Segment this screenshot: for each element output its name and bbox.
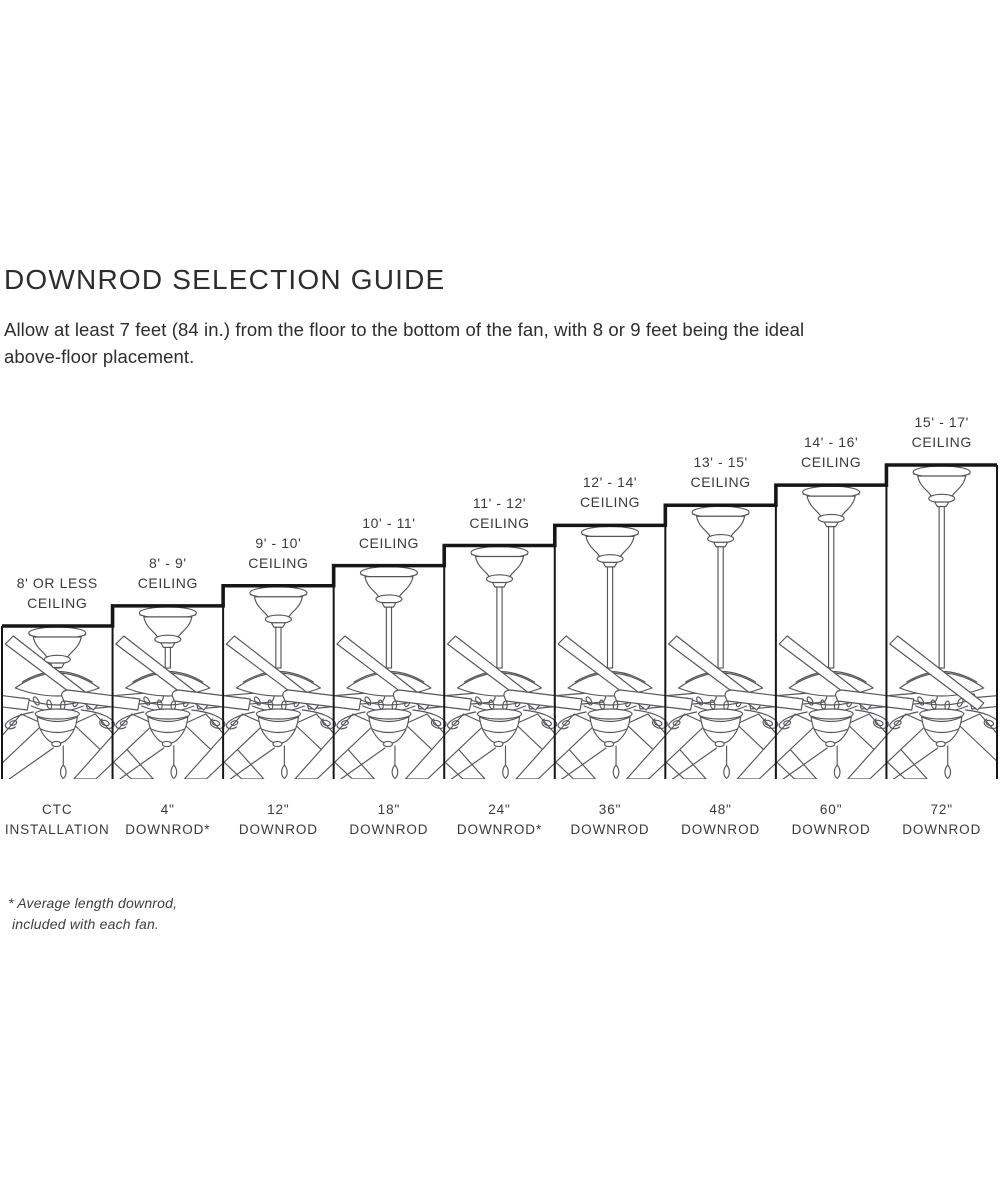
downrod-size-label xyxy=(457,800,542,840)
downrod-size-label xyxy=(792,800,871,840)
ceiling-word-text: CEILING xyxy=(911,434,972,450)
downrod-rod xyxy=(829,525,834,668)
ceiling-word-text: CEILING xyxy=(248,554,309,571)
downrod-word-text: DOWNROD* xyxy=(456,822,543,837)
downrod-rod xyxy=(718,545,723,668)
intro-text-line1: Allow at least 7 feet (84 in.) from the floor to the bottom of the fan, with 8 or 9 feet being the ideal xyxy=(4,319,805,340)
canopy-illustration xyxy=(360,567,417,608)
footnote-line2: included with each fan. xyxy=(12,916,160,932)
ceiling-word-text: CEILING xyxy=(469,514,530,531)
canopy-illustration xyxy=(913,466,970,507)
downrod-size-label xyxy=(571,800,650,840)
downrod-word-text: INSTALLATION xyxy=(4,822,110,837)
downrod-size-text: 36" xyxy=(598,802,622,817)
downrod-size-label xyxy=(902,800,981,840)
ceiling-height-label xyxy=(912,412,972,452)
page-title: DOWNROD SELECTION GUIDE xyxy=(4,264,446,295)
ceiling-range-text: 8' - 9' xyxy=(149,554,187,571)
ceiling-height-label xyxy=(248,533,308,573)
downrod-rod xyxy=(165,646,170,668)
downrod-word-text: DOWNROD xyxy=(791,822,871,837)
downrod-size-text: 18" xyxy=(377,802,401,817)
downrod-word-text: DOWNROD xyxy=(238,822,318,837)
ceiling-fan-illustration xyxy=(836,636,1000,779)
downrod-word-text: DOWNROD xyxy=(681,822,761,837)
downrod-rod xyxy=(276,626,281,668)
downrod-size-label xyxy=(681,800,760,840)
downrod-rod xyxy=(939,505,944,668)
ceiling-height-label xyxy=(17,573,98,613)
downrod-size-text: 48" xyxy=(709,802,732,817)
ceiling-range-text: 10' - 11' xyxy=(362,514,416,531)
downrod-word-text: DOWNROD xyxy=(349,822,429,837)
downrod-size-label xyxy=(239,800,318,840)
ceiling-range-text: 14' - 16' xyxy=(803,434,859,451)
canopy-illustration xyxy=(250,587,307,628)
ceiling-range-text: 13' - 15' xyxy=(693,454,748,471)
downrod-size-text: 24" xyxy=(488,802,511,817)
downrod-size-text: 4" xyxy=(160,802,175,817)
downrod-size-label xyxy=(349,800,428,840)
downrod-size-text: 72" xyxy=(930,802,953,817)
ceiling-range-text: 11' - 12' xyxy=(472,494,527,511)
downrod-size-label xyxy=(125,800,210,840)
ceiling-height-label xyxy=(138,553,198,593)
ceiling-word-text: CEILING xyxy=(579,494,641,511)
canopy-illustration xyxy=(471,547,528,588)
ceiling-word-text: CEILING xyxy=(27,595,88,611)
downrod-size-text: 12" xyxy=(267,802,290,817)
downrod-word-text: DOWNROD xyxy=(570,822,650,837)
ceiling-height-label xyxy=(580,472,640,512)
ceiling-word-text: CEILING xyxy=(358,534,420,551)
downrod-rod xyxy=(386,606,391,668)
ceiling-height-label xyxy=(691,452,751,492)
ceiling-word-text: CEILING xyxy=(137,574,198,591)
downrod-size-text: 60" xyxy=(819,802,843,817)
downrod-rod xyxy=(497,586,502,669)
canopy-illustration xyxy=(139,607,196,648)
ceiling-height-label xyxy=(359,513,419,553)
intro-text-line2: above-floor placement. xyxy=(4,346,195,367)
downrod-rod xyxy=(607,565,612,668)
ceiling-height-label xyxy=(469,493,529,533)
downrod-word-text: DOWNROD xyxy=(902,822,982,837)
canopy-illustration xyxy=(582,526,639,567)
downrod-size-label xyxy=(5,800,110,840)
ceiling-word-text: CEILING xyxy=(690,474,751,491)
ceiling-height-label xyxy=(801,432,861,472)
ceiling-range-text: 12' - 14' xyxy=(582,474,638,491)
downrod-word-text: DOWNROD* xyxy=(125,822,211,837)
canopy-illustration xyxy=(692,506,749,547)
ceiling-range-text: 9' - 10' xyxy=(255,534,302,551)
diagram-canvas xyxy=(0,410,1000,860)
ceiling-word-text: CEILING xyxy=(801,454,862,471)
ceiling-range-text: 8' OR LESS xyxy=(16,575,98,591)
canopy-illustration xyxy=(803,486,860,527)
downrod-size-text: CTC xyxy=(42,802,73,817)
ceiling-range-text: 15' - 17' xyxy=(914,414,969,430)
footnote xyxy=(8,893,177,935)
footnote-line1: * Average length downrod, xyxy=(8,895,178,911)
